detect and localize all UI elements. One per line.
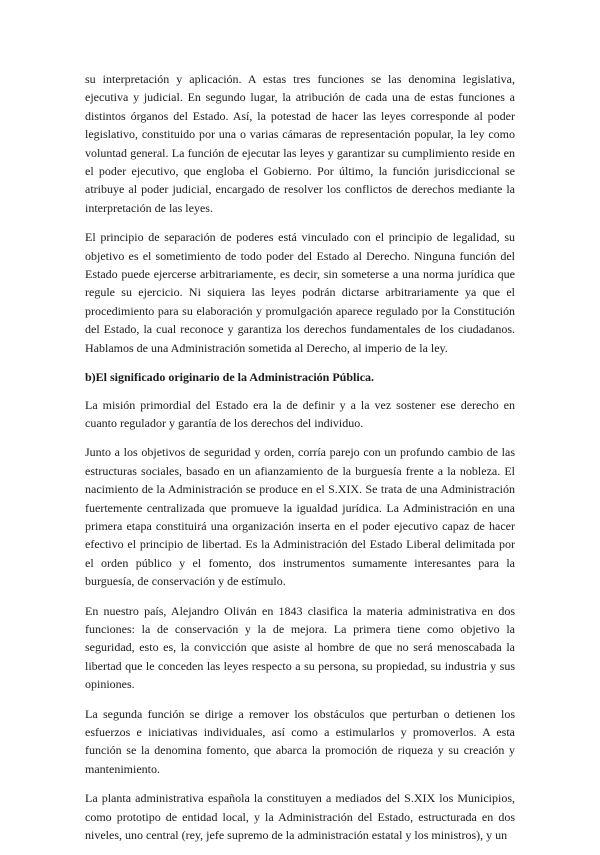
paragraph: El principio de separación de poderes está vinculado con el principio de legalidad, su objetivo es el sometimiento de todo poder del Estado al Derecho. Ninguna función del Estado puede ejercerse arbitrariamente, es decir, sin someterse a una norma jurídica que regule su ejercicio. Ni siquiera las leyes podrán dictarse arbitrariamente ya que el procedimiento para su elaboración y promulgación aparece regulado por la Constitución del Estado, la cual reconoce y garantiza los derechos fundamentales de los ciudadanos. Hablamos de una Administración sometida al Derecho, al imperio de la ley. [85,230,515,355]
paragraph: La planta administrativa española la constituyen a mediados del S.XIX los Municipios, como prototipo de entidad local, y la Administración del Estado, estructurada en dos niveles, uno central (rey, jefe supremo de la administración estatal y los ministros), y un [85,791,515,843]
paragraph: En nuestro país, Alejandro Oliván en 1843 clasifica la materia administrativa en dos funciones: la de conservación y la de mejora. La primera tiene como objetivo la seguridad, esto es, la convicción que asiste al hombre de que no será menoscabada la libertad que le conceden las leyes respecto a su persona, su propiedad, su industria y sus opiniones. [85,603,515,692]
paragraph: Junto a los objetivos de seguridad y orden, corría parejo con un profundo cambio de las estructuras sociales, basado en un afianzamiento de la burguesía frente a la nobleza. El nacimiento de la Administración se produce en el S.XIX. Se trata de una Administración fuertemente centralizada que promueve la igualdad jurídica. La Administración en una primera etapa constituirá una organización inserta en el poder ejecutivo capaz de hacer efectivo el principio de libertad. Es la Administración del Estado Liberal delimitada por el orden público y el fomento, dos instrumentos sumamente interesantes para la burguesía, de conservación y de estímulo. [85,445,515,589]
section-heading: b)El significado originario de la Administración Pública. [85,370,375,385]
paragraph: La misión primordial del Estado era la de definir y a la vez sostener ese derecho en cuanto regulador y garantía de los derechos del individuo. [85,397,515,430]
paragraph: su interpretación y aplicación. A estas tres funciones se las denomina legislativa, ejecutiva y judicial. En segundo lugar, la atribución de cada una de estas funciones a distintos órganos del Estado. Así, la potestad de hacer las leyes corresponde al poder legislativo, constituido por una o varias cámaras de representación popular, la ley como voluntad general. La función de ejecutar las leyes y garantizar su cumplimiento reside en el poder ejecutivo, que engloba el Gobierno. Por último, la función jurisdiccional se atribuye al poder judicial, encargado de resolver los conflictos de derechos mediante la interpretación de las leyes. [85,72,515,215]
paragraph: La segunda función se dirige a remover los obstáculos que perturban o detienen los esfuerzos e iniciativas individuales, así como a estimularlos y promoverlos. A esta función se la denomina fomento, que abarca la promoción de riqueza y su creación y mantenimiento. [85,706,515,776]
page-body [85,70,515,855]
